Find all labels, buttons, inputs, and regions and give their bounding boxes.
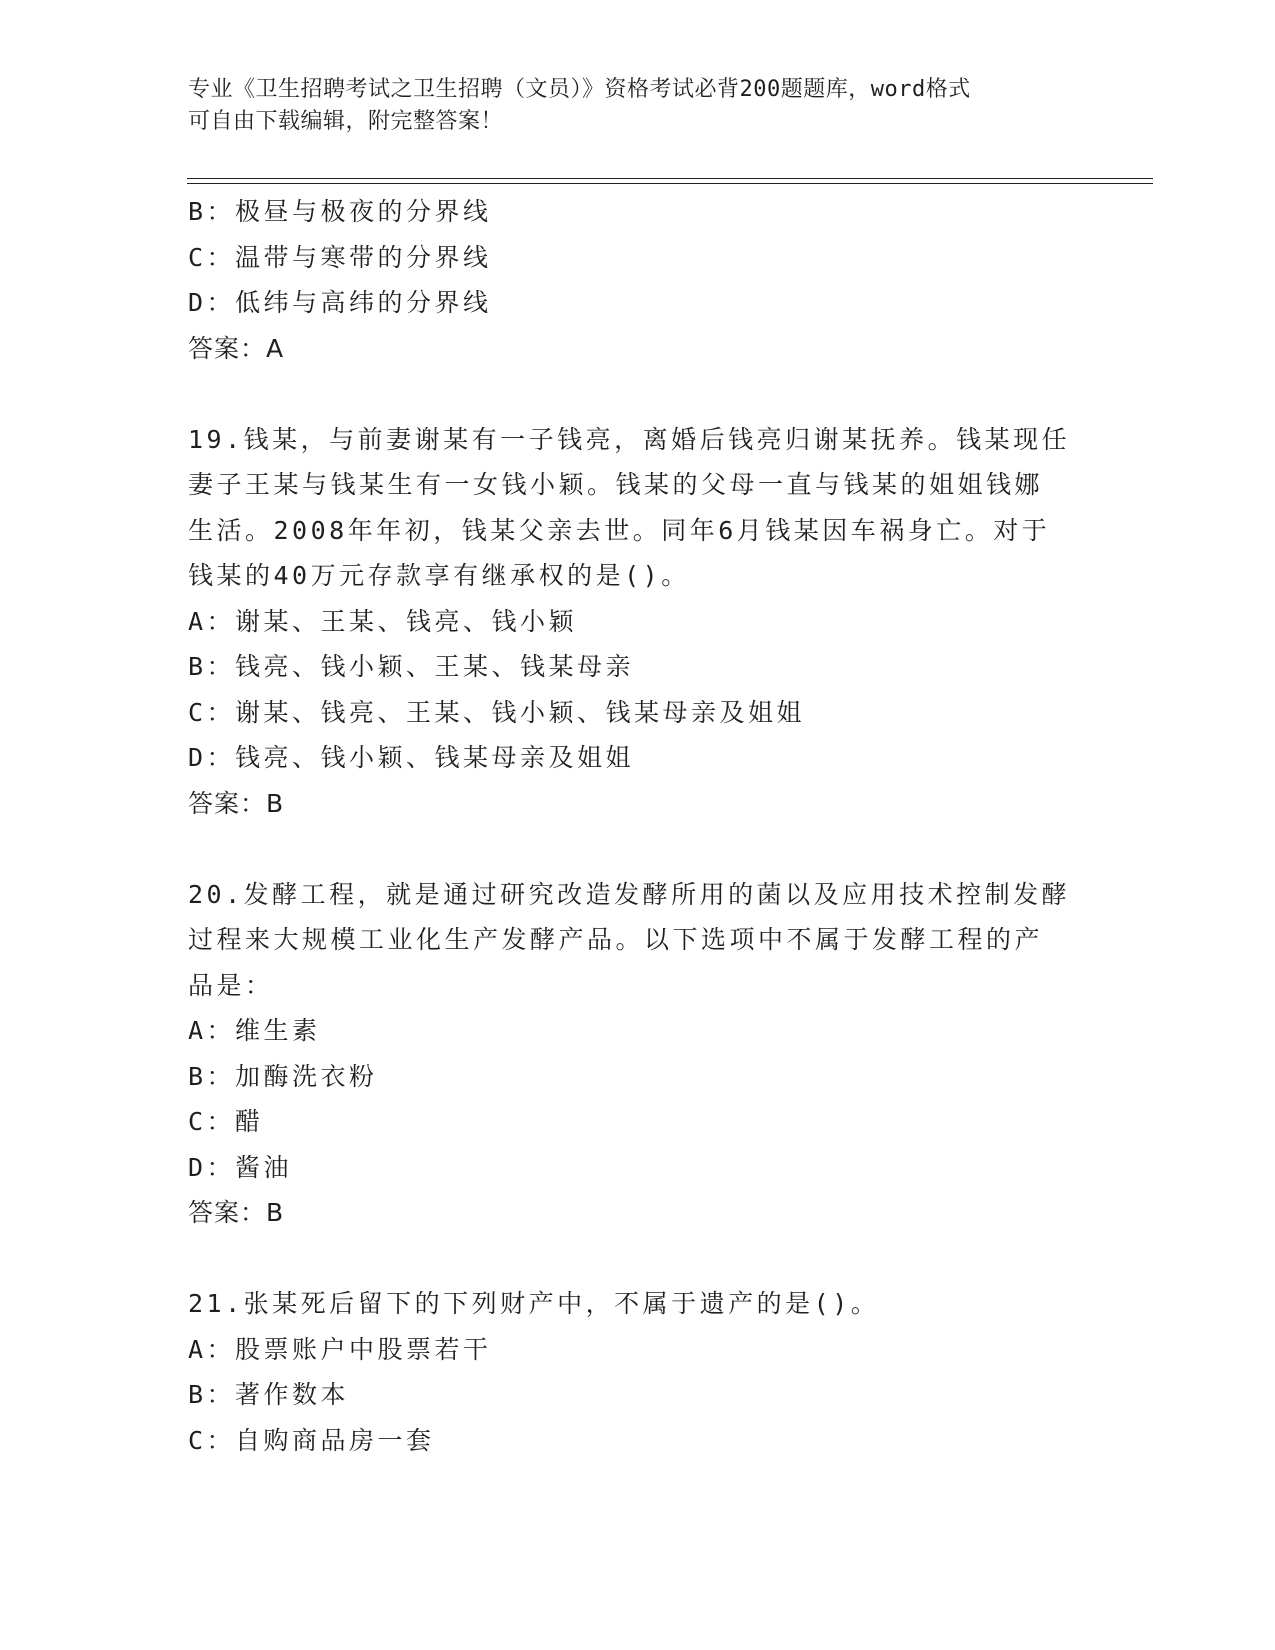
header-title-line-1: 专业《卫生招聘考试之卫生招聘（文员）》资格考试必背200题题库，word格式 — [188, 77, 971, 102]
header-divider-top — [187, 178, 1153, 179]
q19-stem-line-4: 钱某的40万元存款享有继承权的是()。 — [188, 561, 690, 590]
question-content — [188, 189, 1088, 1463]
q20-stem-line-2: 过程来大规模工业化生产发酵产品。以下选项中不属于发酵工程的产 — [188, 925, 1044, 954]
q19-stem-line-2: 妻子王某与钱某生有一女钱小颖。钱某的父母一直与钱某的姐姐钱娜 — [188, 470, 1044, 499]
page-header — [188, 74, 1068, 138]
q19-stem-line-3: 生活。2008年年初，钱某父亲去世。同年6月钱某因车祸身亡。对于 — [188, 515, 1051, 545]
q21-option-a: A：股票账户中股票若干 — [188, 1334, 492, 1364]
header-title-line-2: 可自由下载编辑，附完整答案！ — [188, 109, 504, 134]
q19-option-b: B：钱亮、钱小颖、王某、钱某母亲 — [188, 652, 635, 681]
q21-stem-line-1: 21.张某死后留下的下列财产中，不属于遗产的是()。 — [188, 1289, 880, 1318]
q20-option-b: B：加酶洗衣粉 — [188, 1061, 378, 1091]
q19-option-c: C：谢某、钱亮、王某、钱小颖、钱某母亲及姐姐 — [188, 697, 806, 727]
question-21 — [188, 1281, 1088, 1463]
spacer — [188, 826, 1088, 872]
q20-stem-line-3: 品是： — [188, 970, 274, 1000]
question-20 — [188, 872, 1088, 1236]
question-18 — [188, 189, 1088, 371]
q18-option-c: C：温带与寒带的分界线 — [188, 242, 492, 272]
q19-option-a: A：谢某、王某、钱亮、钱小颖 — [188, 606, 578, 636]
q18-option-b: B：极昼与极夜的分界线 — [188, 197, 492, 226]
spacer — [188, 371, 1088, 417]
spacer — [188, 1236, 1088, 1282]
q20-answer: 答案：B — [188, 1198, 285, 1227]
q18-answer: 答案：A — [188, 333, 285, 363]
q19-answer: 答案：B — [188, 788, 285, 818]
header-divider-bottom — [187, 183, 1153, 184]
q21-option-b: B：著作数本 — [188, 1380, 350, 1409]
q19-stem-line-1: 19.钱某，与前妻谢某有一子钱亮，离婚后钱亮归谢某抚养。钱某现任 — [188, 424, 1071, 454]
q21-option-c: C：自购商品房一套 — [188, 1425, 435, 1455]
q20-stem-line-1: 20.发酵工程，就是通过研究改造发酵所用的菌以及应用技术控制发酵 — [188, 879, 1071, 909]
q19-option-d: D：钱亮、钱小颖、钱某母亲及姐姐 — [188, 743, 635, 772]
q18-option-d: D：低纬与高纬的分界线 — [188, 288, 492, 317]
question-19 — [188, 417, 1088, 827]
q20-option-d: D：酱油 — [188, 1152, 293, 1182]
q20-option-c: C：醋 — [188, 1107, 264, 1136]
q20-option-a: A：维生素 — [188, 1016, 321, 1045]
